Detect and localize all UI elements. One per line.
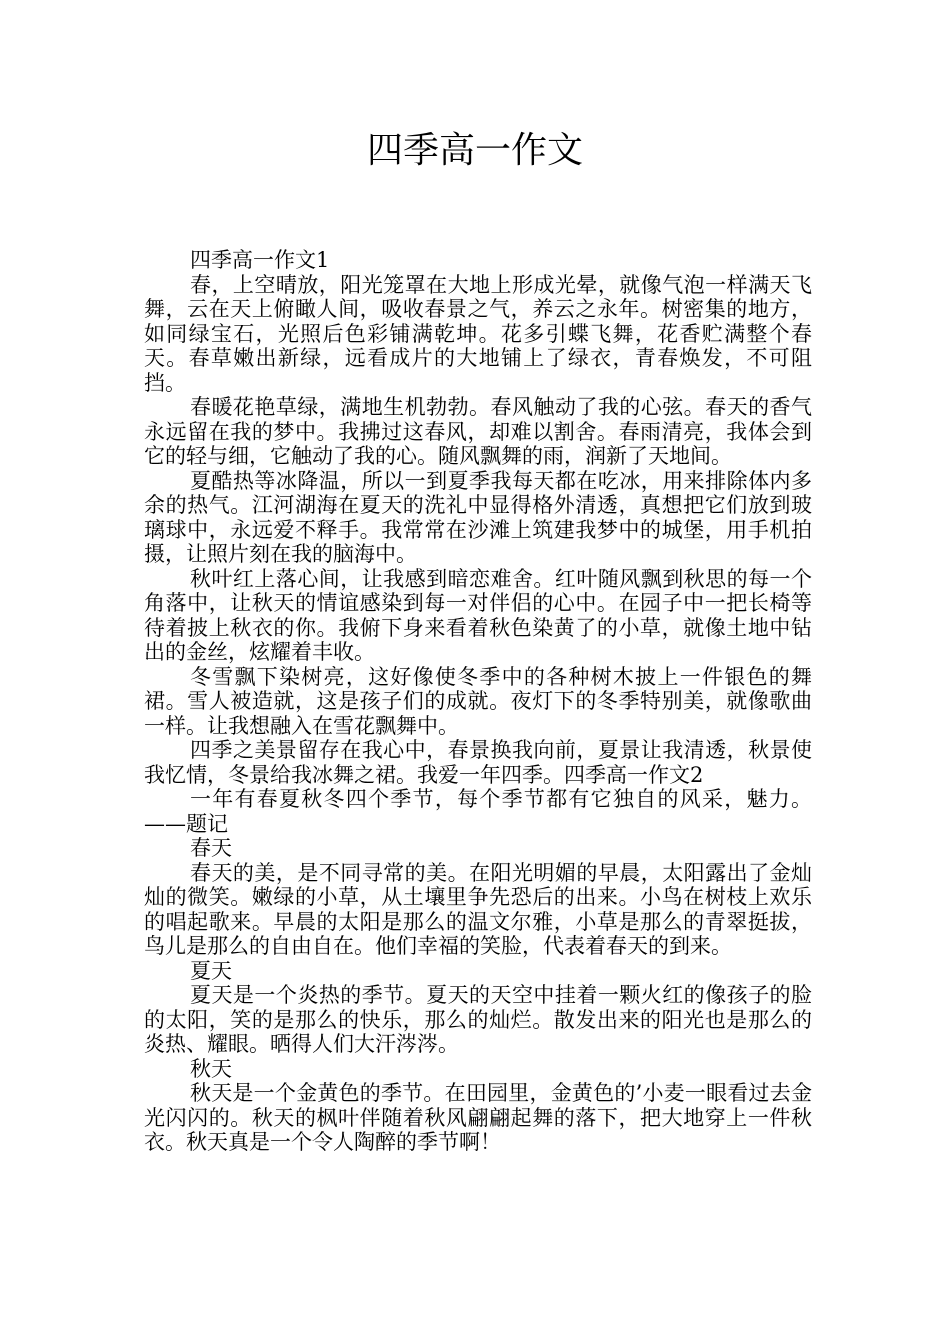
section-heading-spring: 春天 — [190, 836, 232, 860]
paragraph: 夏天是一个炎热的季节。夏天的天空中挂着一颗火红的像孩子的脸的太阳，笑的是那么的快乐，那么的灿烂。散发出来的阳光也是那么的炎热、耀眼。晒得人们大汗涔涔。 — [144, 983, 812, 1056]
section-heading-autumn: 秋天 — [190, 1056, 232, 1081]
page-title: 四季高一作文 — [366, 130, 583, 171]
document-body — [144, 248, 812, 1155]
paragraph: 春天的美，是不同寻常的美。在阳光明媚的早晨，太阳露出了金灿灿的微笑。嫩绿的小草，从土壤里争先恐后的出来。小鸟在树枝上欢乐的唱起歌来。早晨的太阳是那么的温文尔雅，小草是那么的青翠挺拔，鸟儿是那么的自由自在。他们幸福的笑脸，代表着春天的到来。 — [144, 860, 812, 958]
paragraph: 秋叶红上落心间，让我感到暗恋难舍。红叶随风飘到秋思的每一个角落中，让秋天的情谊感染到每一对伴侣的心中。在园子中一把长椅等待着披上秋衣的你。我俯下身来看着秋色染黄了的小草，就像土地中钻出的金丝，炫耀着丰收。 — [144, 566, 812, 664]
paragraph: 四季之美景留存在我心中，春景换我向前，夏景让我清透，秋景使我忆情，冬景给我冰舞之裙。我爱一年四季。四季高一作文2 — [144, 738, 812, 787]
paragraph: 一年有春夏秋冬四个季节，每个季节都有它独自的风采，魅力。——题记 — [144, 787, 812, 836]
paragraph: 四季高一作文1 — [190, 248, 330, 272]
paragraph: 春，上空晴放，阳光笼罩在大地上形成光晕，就像气泡一样满天飞舞，云在天上俯瞰人间，吸收春景之气，养云之永年。树密集的地方，如同绿宝石，光照后色彩铺满乾坤。花多引蝶飞舞，花香贮满整个春天。春草嫩出新绿，远看成片的大地铺上了绿衣，青春焕发，不可阻挡。 — [144, 272, 812, 395]
paragraph: 冬雪飘下染树亮，这好像使冬季中的各种树木披上一件银色的舞裙。雪人被造就，这是孩子们的成就。夜灯下的冬季特别美，就像歌曲一样。让我想融入在雪花飘舞中。 — [144, 664, 812, 738]
section-heading-summer: 夏天 — [190, 958, 232, 983]
paragraph: 秋天是一个金黄色的季节。在田园里，金黄色的’小麦一眼看过去金光闪闪的。秋天的枫叶伴随着秋风翩翩起舞的落下，把大地穿上一件秋衣。秋天真是一个令人陶醉的季节啊！ — [144, 1081, 812, 1154]
paragraph: 夏酷热等冰降温，所以一到夏季我每天都在吃冰，用来排除体内多余的热气。江河湖海在夏天的洗礼中显得格外清透，真想把它们放到玻璃球中，永远爱不释手。我常常在沙滩上筑建我梦中的城堡，用手机拍摄，让照片刻在我的脑海中。 — [144, 468, 812, 566]
paragraph: 春暖花艳草绿，满地生机勃勃。春风触动了我的心弦。春天的香气永远留在我的梦中。我拂过这春风，却难以割舍。春雨清亮，我体会到它的轻与细，它触动了我的心。随风飘舞的雨，润新了天地间。 — [144, 395, 812, 468]
